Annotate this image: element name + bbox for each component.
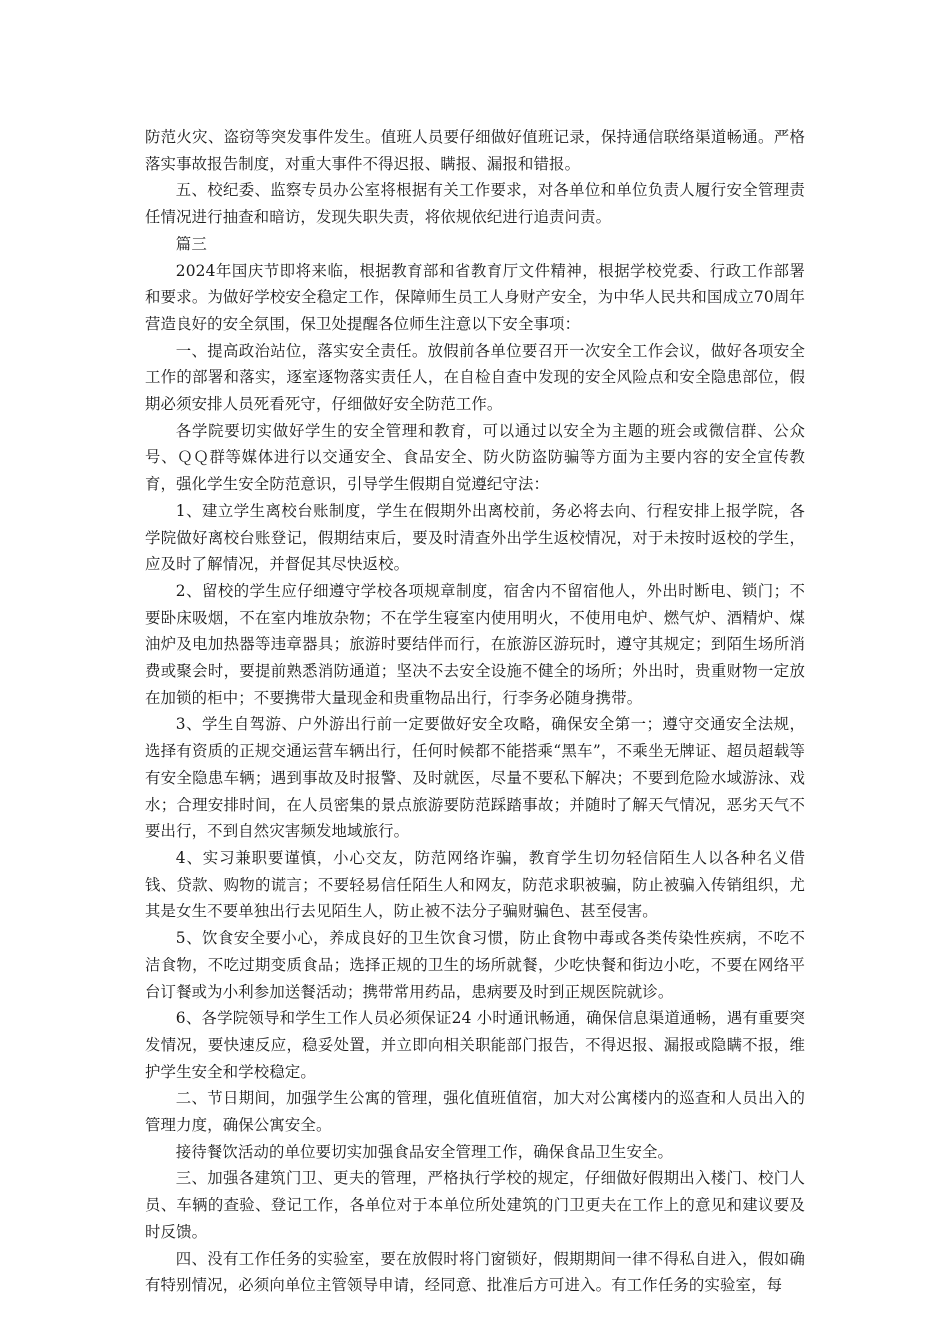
paragraph-continuation: 防范火灾、盗窃等突发事件发生。值班人员要仔细做好值班记录，保持通信联络渠道畅通。严格落实事故报告制度，对重大事件不得迟报、瞒报、漏报和错报。 bbox=[145, 128, 805, 173]
paragraph-point-2: 2、留校的学生应仔细遵守学校各项规章制度，宿舍内不留宿他人，外出时断电、锁门；不要卧床吸烟，不在室内堆放杂物；不在学生寝室内使用明火，不使用电炉、燃气炉、酒精炉、煤油炉及电加热器等违章器具；旅游时要结伴而行，在旅游区游玩时，遵守其规定；到陌生场所消费或聚会时，要提前熟悉消防通道；坚决不去安全设施不健全的场所；外出时，贵重财物一定放在加锁的柜中；不要携带大量现金和贵重物品出行，行李务必随身携带。 bbox=[145, 581, 805, 707]
paragraph-colleges: 各学院要切实做好学生的安全管理和教育，可以通过以安全为主题的班会或微信群、公众号、ＱＱ群等媒体进行以交通安全、食品安全、防火防盗防骗等方面为主要内容的安全宣传教育，强化学生安全防范意识，引导学生假期自觉遵纪守法： bbox=[145, 421, 805, 494]
paragraph-item-one: 一、提高政治站位，落实安全责任。放假前各单位要召开一次安全工作会议，做好各项安全工作的部署和落实，逐室逐物落实责任人，在自检自查中发现的安全风险点和安全隐患部位，假期必须安排人员死看死守，仔细做好安全防范工作。 bbox=[145, 341, 805, 414]
paragraph-point-1: 1、建立学生离校台账制度，学生在假期外出离校前，务必将去向、行程安排上报学院，各学院做好离校台账登记，假期结束后，要及时清查外出学生返校情况，对于未按时返校的学生，应及时了解情况，并督促其尽快返校。 bbox=[145, 501, 805, 574]
paragraph-section-five: 五、校纪委、监察专员办公室将根据有关工作要求，对各单位和单位负责人履行安全管理责任情况进行抽查和暗访，发现失职失责，将依规依纪进行追责问责。 bbox=[145, 181, 805, 227]
paragraph-item-three: 三、加强各建筑门卫、更夫的管理，严格执行学校的规定，仔细做好假期出入楼门、校门人员、车辆的查验、登记工作，各单位对于本单位所处建筑的门卫更夫在工作上的意见和建议要及时反馈。 bbox=[145, 1169, 805, 1241]
paragraph-item-two: 二、节日期间，加强学生公寓的管理，强化值班值宿，加大对公寓楼内的巡查和人员出入的管理力度，确保公寓安全。 bbox=[145, 1089, 805, 1135]
paragraph-item-four: 四、没有工作任务的实验室，要在放假时将门窗锁好，假期期间一律不得私自进入，假如确有特别情况，必须向单位主管领导申请，经同意、批准后方可进入。有工作任务的实验室，每 bbox=[145, 1249, 805, 1295]
paragraph-catering: 接待餐饮活动的单位要切实加强食品安全管理工作，确保食品卫生安全。 bbox=[175, 1142, 674, 1161]
paragraph-point-3: 3、学生自驾游、户外游出行前一定要做好安全攻略，确保安全第一；遵守交通安全法规，选择有资质的正规交通运营车辆出行，任何时候都不能搭乘“黑车”，不乘坐无牌证、超员超载等有安全隐患车辆；遇到事故及时报警、及时就医，尽量不要私下解决；不要到危险水域游泳、戏水；合理安排时间，在人员密集的景点旅游要防范踩踏事故；并随时了解天气情况，恶劣天气不要出行，不到自然灾害频发地域旅行。 bbox=[145, 715, 805, 841]
section-heading: 篇三 bbox=[175, 234, 207, 253]
paragraph-point-6: 6、各学院领导和学生工作人员必须保证24 小时通讯畅通，确保信息渠道通畅，遇有重要突发情况，要快速反应，稳妥处置，并立即向相关职能部门报告，不得迟报、漏报或隐瞒不报，维护学生安全和学校稳定。 bbox=[145, 1009, 805, 1081]
paragraph-intro: 2024年国庆节即将来临，根据教育部和省教育厅文件精神，根据学校党委、行政工作部署和要求。为做好学校安全稳定工作，保障师生员工人身财产安全，为中华人民共和国成立70周年营造良好的安全氛围，保卫处提醒各位师生注意以下安全事项： bbox=[145, 261, 805, 333]
paragraph-point-5: 5、饮食安全要小心，养成良好的卫生饮食习惯，防止食物中毒或各类传染性疾病，不吃不洁食物，不吃过期变质食品；选择正规的卫生的场所就餐，少吃快餐和街边小吃，不要在网络平台订餐或为小利参加送餐活动；携带常用药品，患病要及时到正规医院就诊。 bbox=[145, 929, 805, 1001]
paragraph-point-4: 4、实习兼职要谨慎，小心交友，防范网络诈骗，教育学生切勿轻信陌生人以各种名义借钱、贷款、购物的谎言；不要轻易信任陌生人和网友，防范求职被骗，防止被骗入传销组织，尤其是女生不要单独出行去见陌生人，防止被不法分子骗财骗色、甚至侵害。 bbox=[145, 848, 805, 921]
document-body bbox=[145, 124, 805, 1299]
